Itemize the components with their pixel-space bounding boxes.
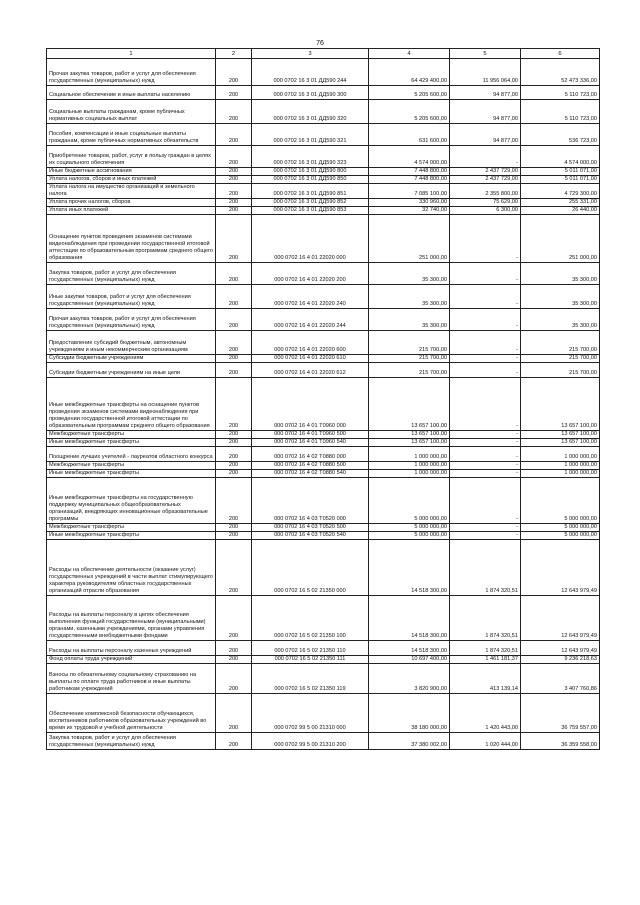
cell-code: 000 0702 16 5 02 21350 000	[252, 539, 369, 595]
cell-code: 000 0702 16 4 01 22020 610	[252, 354, 369, 362]
cell-rest: 1 000 000,00	[521, 469, 600, 477]
table-row	[47, 477, 600, 523]
table-row	[47, 124, 600, 146]
table-row	[47, 430, 600, 438]
cell-done: 1 874 320,51	[450, 539, 521, 595]
cell-plan: 330 960,00	[369, 198, 450, 206]
cell-rest: 12 643 979,49	[521, 640, 600, 655]
cell-rest: 536 723,00	[521, 124, 600, 146]
cell-code: 000 0702 16 4 01 22020 600	[252, 330, 369, 354]
cell-done: -	[450, 377, 521, 430]
cell-done: 1 461 181,37	[450, 655, 521, 663]
cell-grbs: 200	[216, 284, 252, 308]
cell-done: 94 877,00	[450, 100, 521, 124]
cell-plan: 7 448 800,00	[369, 168, 450, 176]
cell-plan: 215 700,00	[369, 330, 450, 354]
cell-grbs: 200	[216, 308, 252, 330]
cell-done: -	[450, 308, 521, 330]
cell-grbs: 200	[216, 461, 252, 469]
cell-rest: 255 331,00	[521, 198, 600, 206]
cell-name: Уплата налогов, сборов и иных платежей	[47, 176, 216, 184]
cell-rest: 26 440,00	[521, 206, 600, 214]
cell-grbs: 200	[216, 377, 252, 430]
cell-grbs: 200	[216, 262, 252, 284]
cell-grbs: 200	[216, 354, 252, 362]
cell-rest: 251 000,00	[521, 214, 600, 262]
table-row	[47, 198, 600, 206]
cell-rest: 3 407 760,86	[521, 663, 600, 693]
cell-plan: 5 205 600,00	[369, 86, 450, 100]
cell-grbs: 200	[216, 430, 252, 438]
cell-code: 000 0702 16 4 01 Т0960 000	[252, 377, 369, 430]
table-row	[47, 640, 600, 655]
cell-name: Социальные выплаты гражданам, кроме публичных нормативных социальных выплат	[47, 100, 216, 124]
cell-name: Иные межбюджетные трансферты на оснащение пунктов проведения экзаменов системами видеонаблюдения при проведении государственной итоговой аттестации по образовательным программам среднего общего образования	[47, 377, 216, 430]
cell-rest: 36 759 557,00	[521, 693, 600, 732]
cell-done: 2 437 729,00	[450, 176, 521, 184]
header-row	[47, 49, 600, 59]
cell-done: 1 020 444,00	[450, 732, 521, 749]
cell-grbs: 200	[216, 146, 252, 168]
cell-grbs: 200	[216, 86, 252, 100]
cell-done: -	[450, 330, 521, 354]
cell-name: Приобретение товаров, работ, услуг в пользу граждан в целях их социального обеспечения	[47, 146, 216, 168]
cell-plan: 7 085 100,00	[369, 184, 450, 199]
table-row	[47, 446, 600, 461]
cell-code: 000 0702 16 4 02 Т0880 540	[252, 469, 369, 477]
cell-rest: 52 473 336,00	[521, 59, 600, 86]
table-row	[47, 100, 600, 124]
cell-name: Межбюджетные трансферты	[47, 523, 216, 531]
cell-plan: 14 518 300,00	[369, 539, 450, 595]
table-row	[47, 655, 600, 663]
cell-code: 000 0702 16 5 02 21350 111	[252, 655, 369, 663]
cell-code: 000 0702 16 3 01 ДД590 320	[252, 100, 369, 124]
cell-plan: 7 448 800,00	[369, 176, 450, 184]
table-row	[47, 214, 600, 262]
cell-grbs: 200	[216, 477, 252, 523]
table-row	[47, 146, 600, 168]
cell-plan: 251 000,00	[369, 214, 450, 262]
cell-grbs: 200	[216, 176, 252, 184]
table-row	[47, 206, 600, 214]
table-row	[47, 184, 600, 199]
cell-name: Иные межбюджетные трансферты	[47, 531, 216, 539]
cell-plan: 215 700,00	[369, 362, 450, 377]
cell-plan: 38 180 000,00	[369, 693, 450, 732]
cell-grbs: 200	[216, 595, 252, 640]
cell-plan: 5 205 600,00	[369, 100, 450, 124]
cell-name: Обеспечение комплексной безопасности обучающихся, воспитанников работников образовательных учреждений во время их трудовой и учебной деятельности	[47, 693, 216, 732]
cell-done: -	[450, 446, 521, 461]
cell-grbs: 200	[216, 124, 252, 146]
cell-plan: 32 740,00	[369, 206, 450, 214]
cell-name: Расходы на выплаты персоналу в целях обеспечения выполнения функций государственными (муниципальными) органами, казенными учреждениями, органами управления государственными внебюджетными фондами	[47, 595, 216, 640]
column-header: 5	[450, 49, 521, 59]
table-row	[47, 262, 600, 284]
cell-rest: 5 000 000,00	[521, 477, 600, 523]
cell-code: 000 0702 16 4 01 Т0960 500	[252, 430, 369, 438]
table-row	[47, 284, 600, 308]
cell-name: Закупка товаров, работ и услуг для обеспечения государственных (муниципальных) нужд	[47, 262, 216, 284]
cell-name: Уплата иных платежей	[47, 206, 216, 214]
table-row	[47, 377, 600, 430]
cell-rest: 35 300,00	[521, 262, 600, 284]
cell-code: 000 0702 16 3 01 ДД590 244	[252, 59, 369, 86]
cell-grbs: 200	[216, 663, 252, 693]
column-header: 3	[252, 49, 369, 59]
cell-name: Расходы на выплаты персоналу казенных учреждений	[47, 640, 216, 655]
cell-rest: 12 643 979,49	[521, 595, 600, 640]
cell-code: 000 0702 99 5 00 21310 000	[252, 693, 369, 732]
table-row	[47, 531, 600, 539]
cell-rest: 13 657 100,00	[521, 377, 600, 430]
cell-name: Межбюджетные трансферты	[47, 430, 216, 438]
cell-rest: 1 000 000,00	[521, 461, 600, 469]
cell-plan: 35 300,00	[369, 262, 450, 284]
cell-name: Взносы по обязательному социальному страхованию на выплаты по оплате труда работников и иные выплаты работникам учреждений	[47, 663, 216, 693]
cell-code: 000 0702 16 4 02 Т0880 500	[252, 461, 369, 469]
cell-code: 000 0702 99 5 00 21310 200	[252, 732, 369, 749]
column-header: 2	[216, 49, 252, 59]
cell-plan: 35 300,00	[369, 284, 450, 308]
cell-code: 000 0702 16 4 03 Т0520 000	[252, 477, 369, 523]
cell-rest: 9 236 218,63	[521, 655, 600, 663]
cell-done: -	[450, 461, 521, 469]
cell-rest: 5 110 723,00	[521, 100, 600, 124]
column-header: 1	[47, 49, 216, 59]
cell-done: 1 874 320,51	[450, 595, 521, 640]
cell-name: Прочая закупка товаров, работ и услуг для обеспечения государственных (муниципальных) нужд	[47, 59, 216, 86]
cell-done: -	[450, 354, 521, 362]
cell-grbs: 200	[216, 206, 252, 214]
cell-name: Прочая закупка товаров, работ и услуг для обеспечения государственных (муниципальных) нужд	[47, 308, 216, 330]
cell-code: 000 0702 16 4 01 22020 200	[252, 262, 369, 284]
cell-name: Оснащение пунктов проведения экзаменов системами видеонаблюдения при проведении государственной итоговой аттестации по образовательным программам среднего общего образования	[47, 214, 216, 262]
cell-name: Межбюджетные трансферты	[47, 461, 216, 469]
cell-done: 94 877,00	[450, 86, 521, 100]
cell-done: 1 420 443,00	[450, 693, 521, 732]
cell-code: 000 0702 16 4 01 22020 000	[252, 214, 369, 262]
cell-rest: 5 000 000,00	[521, 523, 600, 531]
cell-plan: 5 000 000,00	[369, 477, 450, 523]
cell-plan: 13 657 100,00	[369, 438, 450, 446]
cell-done: -	[450, 469, 521, 477]
cell-rest: 4 574 000,00	[521, 146, 600, 168]
cell-grbs: 200	[216, 539, 252, 595]
cell-grbs: 200	[216, 655, 252, 663]
cell-plan: 10 697 400,00	[369, 655, 450, 663]
cell-code: 000 0702 16 4 03 Т0520 500	[252, 523, 369, 531]
cell-done: 413 139,14	[450, 663, 521, 693]
cell-code: 000 0702 16 3 01 ДД590 852	[252, 198, 369, 206]
cell-rest: 215 700,00	[521, 362, 600, 377]
cell-code: 000 0702 16 3 01 ДД590 323	[252, 146, 369, 168]
cell-grbs: 200	[216, 523, 252, 531]
cell-rest: 12 643 979,49	[521, 539, 600, 595]
cell-code: 000 0702 16 3 01 ДД590 851	[252, 184, 369, 199]
cell-rest: 1 000 000,00	[521, 446, 600, 461]
page-number: 76	[316, 40, 324, 47]
cell-code: 000 0702 16 3 01 ДД590 800	[252, 168, 369, 176]
cell-grbs: 200	[216, 469, 252, 477]
cell-name: Закупка товаров, работ и услуг для обеспечения государственных (муниципальных) нужд	[47, 732, 216, 749]
cell-name: Фонд оплаты труда учреждений	[47, 655, 216, 663]
cell-name: Уплата прочих налогов, сборов	[47, 198, 216, 206]
cell-done: -	[450, 214, 521, 262]
cell-grbs: 200	[216, 531, 252, 539]
cell-plan: 37 380 002,00	[369, 732, 450, 749]
table-row	[47, 732, 600, 749]
cell-plan: 1 000 000,00	[369, 446, 450, 461]
cell-code: 000 0702 16 3 01 ДД590 853	[252, 206, 369, 214]
cell-done: -	[450, 284, 521, 308]
cell-done: -	[450, 262, 521, 284]
cell-code: 000 0702 16 4 01 22020 244	[252, 308, 369, 330]
cell-plan: 64 429 400,00	[369, 59, 450, 86]
cell-grbs: 200	[216, 438, 252, 446]
cell-grbs: 200	[216, 362, 252, 377]
cell-plan: 13 657 100,00	[369, 430, 450, 438]
cell-done: 6 300,00	[450, 206, 521, 214]
cell-code: 000 0702 16 4 02 Т0880 000	[252, 446, 369, 461]
cell-code: 000 0702 16 5 02 21350 119	[252, 663, 369, 693]
cell-grbs: 200	[216, 732, 252, 749]
cell-grbs: 200	[216, 184, 252, 199]
table-row	[47, 693, 600, 732]
cell-rest: 5 011 071,00	[521, 168, 600, 176]
cell-grbs: 200	[216, 446, 252, 461]
cell-name: Иные закупки товаров, работ и услуг для обеспечения государственных (муниципальных) нужд	[47, 284, 216, 308]
table-row	[47, 86, 600, 100]
budget-table	[46, 48, 600, 750]
cell-plan: 13 657 100,00	[369, 377, 450, 430]
cell-name: Иные межбюджетные трансферты	[47, 469, 216, 477]
cell-name: Уплата налога на имущество организаций и земельного налога	[47, 184, 216, 199]
cell-done: 2 437 729,00	[450, 168, 521, 176]
cell-done: 94 877,00	[450, 124, 521, 146]
table-row	[47, 362, 600, 377]
cell-plan: 14 518 300,00	[369, 595, 450, 640]
cell-done: -	[450, 477, 521, 523]
cell-done: -	[450, 430, 521, 438]
cell-plan: 631 600,00	[369, 124, 450, 146]
table-row	[47, 354, 600, 362]
cell-name: Предоставление субсидий бюджетным, автономным учреждениям и иным некоммерческим организациям	[47, 330, 216, 354]
cell-grbs: 200	[216, 59, 252, 86]
cell-name: Иные межбюджетные трансферты на государственную поддержку муниципальных общеобразовательных организаций, внедряющих инновационные образовательные программы	[47, 477, 216, 523]
cell-rest: 13 657 100,00	[521, 430, 600, 438]
cell-rest: 4 729 300,00	[521, 184, 600, 199]
cell-plan: 215 700,00	[369, 354, 450, 362]
column-header: 6	[521, 49, 600, 59]
cell-plan: 3 820 900,00	[369, 663, 450, 693]
cell-plan: 14 518 300,00	[369, 640, 450, 655]
cell-rest: 5 000 000,00	[521, 531, 600, 539]
table-row	[47, 595, 600, 640]
cell-plan: 5 000 000,00	[369, 531, 450, 539]
cell-plan: 1 000 000,00	[369, 469, 450, 477]
table-row	[47, 176, 600, 184]
cell-plan: 1 000 000,00	[369, 461, 450, 469]
table-row	[47, 168, 600, 176]
cell-code: 000 0702 16 3 01 ДД590 321	[252, 124, 369, 146]
cell-rest: 35 300,00	[521, 308, 600, 330]
cell-grbs: 200	[216, 214, 252, 262]
cell-code: 000 0702 16 4 03 Т0520 540	[252, 531, 369, 539]
column-header: 4	[369, 49, 450, 59]
cell-done: -	[450, 362, 521, 377]
table-row	[47, 308, 600, 330]
cell-grbs: 200	[216, 693, 252, 732]
cell-done: -	[450, 531, 521, 539]
cell-name: Расходы на обеспечение деятельности (оказание услуг) государственных учреждений в части выплат стимулирующего характера руководителям областных государственных организаций отрасли образования	[47, 539, 216, 595]
cell-name: Субсидии бюджетным учреждениям	[47, 354, 216, 362]
cell-code: 000 0702 16 3 01 ДД590 300	[252, 86, 369, 100]
cell-code: 000 0702 16 4 01 Т0960 540	[252, 438, 369, 446]
table-row	[47, 469, 600, 477]
cell-rest: 215 700,00	[521, 354, 600, 362]
cell-code: 000 0702 16 5 02 21350 110	[252, 640, 369, 655]
table-row	[47, 539, 600, 595]
cell-rest: 35 300,00	[521, 284, 600, 308]
cell-done: -	[450, 438, 521, 446]
cell-name: Социальное обеспечение и иные выплаты населению	[47, 86, 216, 100]
cell-done: 75 629,00	[450, 198, 521, 206]
cell-name: Пособия, компенсации и иные социальные выплаты гражданам, кроме публичных нормативных обязательств	[47, 124, 216, 146]
cell-grbs: 200	[216, 330, 252, 354]
cell-rest: 13 657 100,00	[521, 438, 600, 446]
cell-code: 000 0702 16 4 01 22020 240	[252, 284, 369, 308]
table-row	[47, 523, 600, 531]
cell-rest: 5 011 071,00	[521, 176, 600, 184]
cell-done: 1 874 320,51	[450, 640, 521, 655]
cell-name: Поощрение лучших учителей - лауреатов областного конкурса	[47, 446, 216, 461]
table-row	[47, 461, 600, 469]
cell-grbs: 200	[216, 640, 252, 655]
cell-name: Иные межбюджетные трансферты	[47, 438, 216, 446]
cell-grbs: 200	[216, 100, 252, 124]
table-row	[47, 330, 600, 354]
cell-done: -	[450, 146, 521, 168]
table-row	[47, 59, 600, 86]
cell-grbs: 200	[216, 198, 252, 206]
cell-name: Иные бюджетные ассигнования	[47, 168, 216, 176]
cell-code: 000 0702 16 4 01 22020 612	[252, 362, 369, 377]
cell-rest: 215 700,00	[521, 330, 600, 354]
cell-code: 000 0702 16 3 01 ДД590 850	[252, 176, 369, 184]
cell-plan: 5 000 000,00	[369, 523, 450, 531]
cell-grbs: 200	[216, 168, 252, 176]
cell-name: Субсидии бюджетным учреждениям на иные цели	[47, 362, 216, 377]
cell-plan: 35 300,00	[369, 308, 450, 330]
table-row	[47, 663, 600, 693]
cell-done: 2 355 800,00	[450, 184, 521, 199]
cell-done: -	[450, 523, 521, 531]
cell-done: 11 956 064,00	[450, 59, 521, 86]
cell-rest: 5 110 723,00	[521, 86, 600, 100]
cell-plan: 4 574 000,00	[369, 146, 450, 168]
cell-code: 000 0702 16 5 02 21350 100	[252, 595, 369, 640]
table-row	[47, 438, 600, 446]
cell-rest: 36 359 558,00	[521, 732, 600, 749]
